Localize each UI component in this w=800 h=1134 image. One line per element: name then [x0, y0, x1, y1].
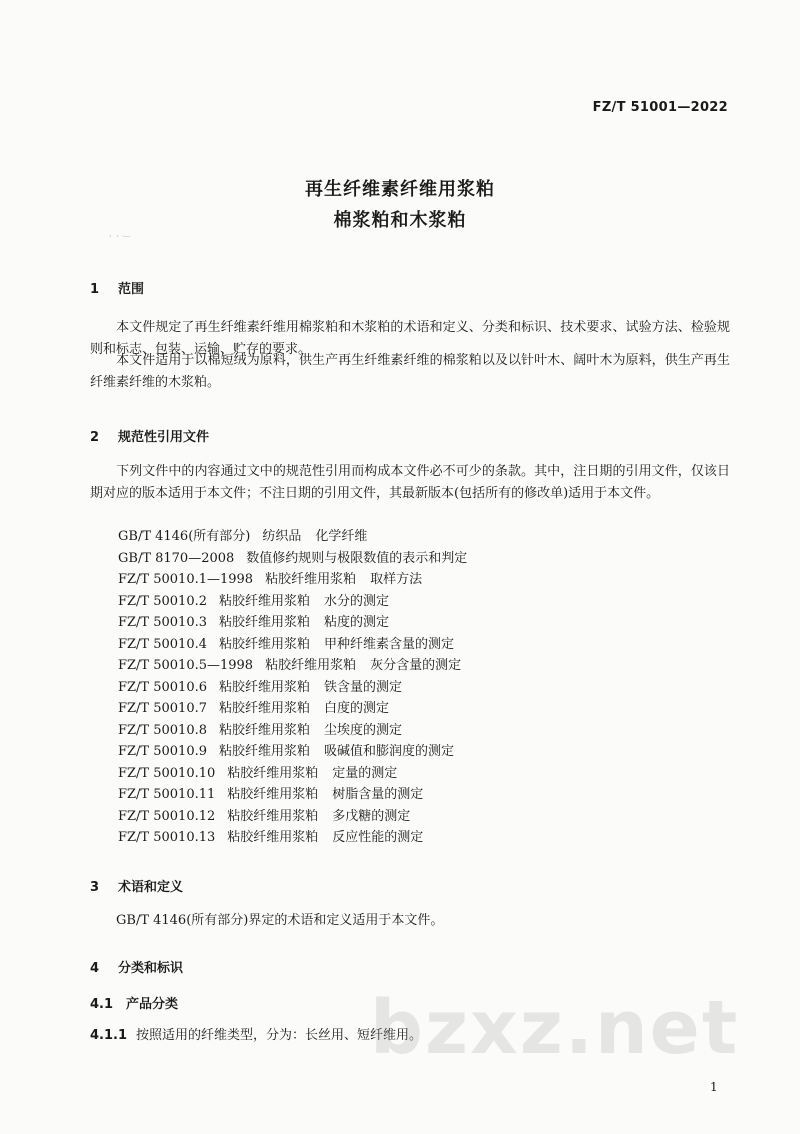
reference-item: FZ/T 50010.11 粘胶纤维用浆粕 树脂含量的测定	[118, 787, 424, 802]
reference-item: FZ/T 50010.5—1998 粘胶纤维用浆粕 灰分含量的测定	[118, 658, 462, 673]
reference-item: FZ/T 50010.6 粘胶纤维用浆粕 铁含量的测定	[118, 679, 403, 695]
reference-item: FZ/T 50010.8 粘胶纤维用浆粕 尘埃度的测定	[118, 722, 403, 738]
terms-paragraph: GB/T 4146(所有部分)界定的术语和定义适用于本文件。	[116, 913, 444, 928]
document-title: 再生纤维素纤维用浆粕	[305, 179, 495, 200]
reference-item: GB/T 8170—2008 数值修约规则与极限数值的表示和判定	[118, 550, 468, 566]
reference-item: FZ/T 50010.2 粘胶纤维用浆粕 水分的测定	[118, 593, 390, 609]
standard-code: FZ/T 51001—2022	[592, 100, 728, 115]
section-heading-normative-references: 2 规范性引用文件	[90, 430, 210, 445]
page-number: 1	[710, 1080, 718, 1094]
scope-paragraph-2: 本文件适用于以棉短绒为原料，供生产再生纤维素纤维的棉浆粕以及以针叶木、阔叶木为原料，供生产再生纤维素纤维的木浆粕。	[90, 353, 730, 390]
reference-item: FZ/T 50010.12 粘胶纤维用浆粕 多戊糖的测定	[118, 808, 411, 824]
subsection-heading-product-classification: 4.1 产品分类	[90, 997, 179, 1012]
reference-item: FZ/T 50010.10 粘胶纤维用浆粕 定量的测定	[118, 765, 398, 781]
clause-4-1-1: 4.1.1 按照适用的纤维类型，分为：长丝用、短纤维用。	[90, 1028, 423, 1043]
section-heading-terms: 3 术语和定义	[90, 880, 184, 895]
document-subtitle: 棉浆粕和木浆粕	[333, 210, 467, 231]
reference-list	[118, 526, 481, 849]
section-heading-scope: 1 范围	[90, 282, 145, 297]
reference-item: FZ/T 50010.9 粘胶纤维用浆粕 吸碱值和膨润度的测定	[118, 744, 455, 759]
scope-paragraph-1: 本文件规定了再生纤维素纤维用棉浆粕和木浆粕的术语和定义、分类和标识、技术要求、试验方法、检验规则和标志、包装、运输、贮存的要求。	[90, 320, 730, 357]
watermark: bzxz.net	[370, 985, 740, 1071]
reference-item: FZ/T 50010.4 粘胶纤维用浆粕 甲种纤维素含量的测定	[118, 636, 455, 652]
references-intro-paragraph: 下列文件中的内容通过文中的规范性引用而构成本文件必不可少的条款。其中，注日期的引用文件，仅该日期对应的版本适用于本文件；不注日期的引用文件，其最新版本(包括所有的修改单)适用于本文件。	[90, 464, 730, 501]
scan-smudge: ¸ ˛ ‿	[108, 228, 130, 238]
reference-item: GB/T 4146(所有部分) 纺织品 化学纤维	[118, 529, 368, 544]
reference-item: FZ/T 50010.7 粘胶纤维用浆粕 白度的测定	[118, 701, 390, 716]
reference-item: FZ/T 50010.13 粘胶纤维用浆粕 反应性能的测定	[118, 830, 424, 845]
section-heading-classification: 4 分类和标识	[90, 961, 184, 976]
reference-item: FZ/T 50010.1—1998 粘胶纤维用浆粕 取样方法	[118, 572, 423, 587]
reference-item: FZ/T 50010.3 粘胶纤维用浆粕 粘度的测定	[118, 615, 390, 630]
